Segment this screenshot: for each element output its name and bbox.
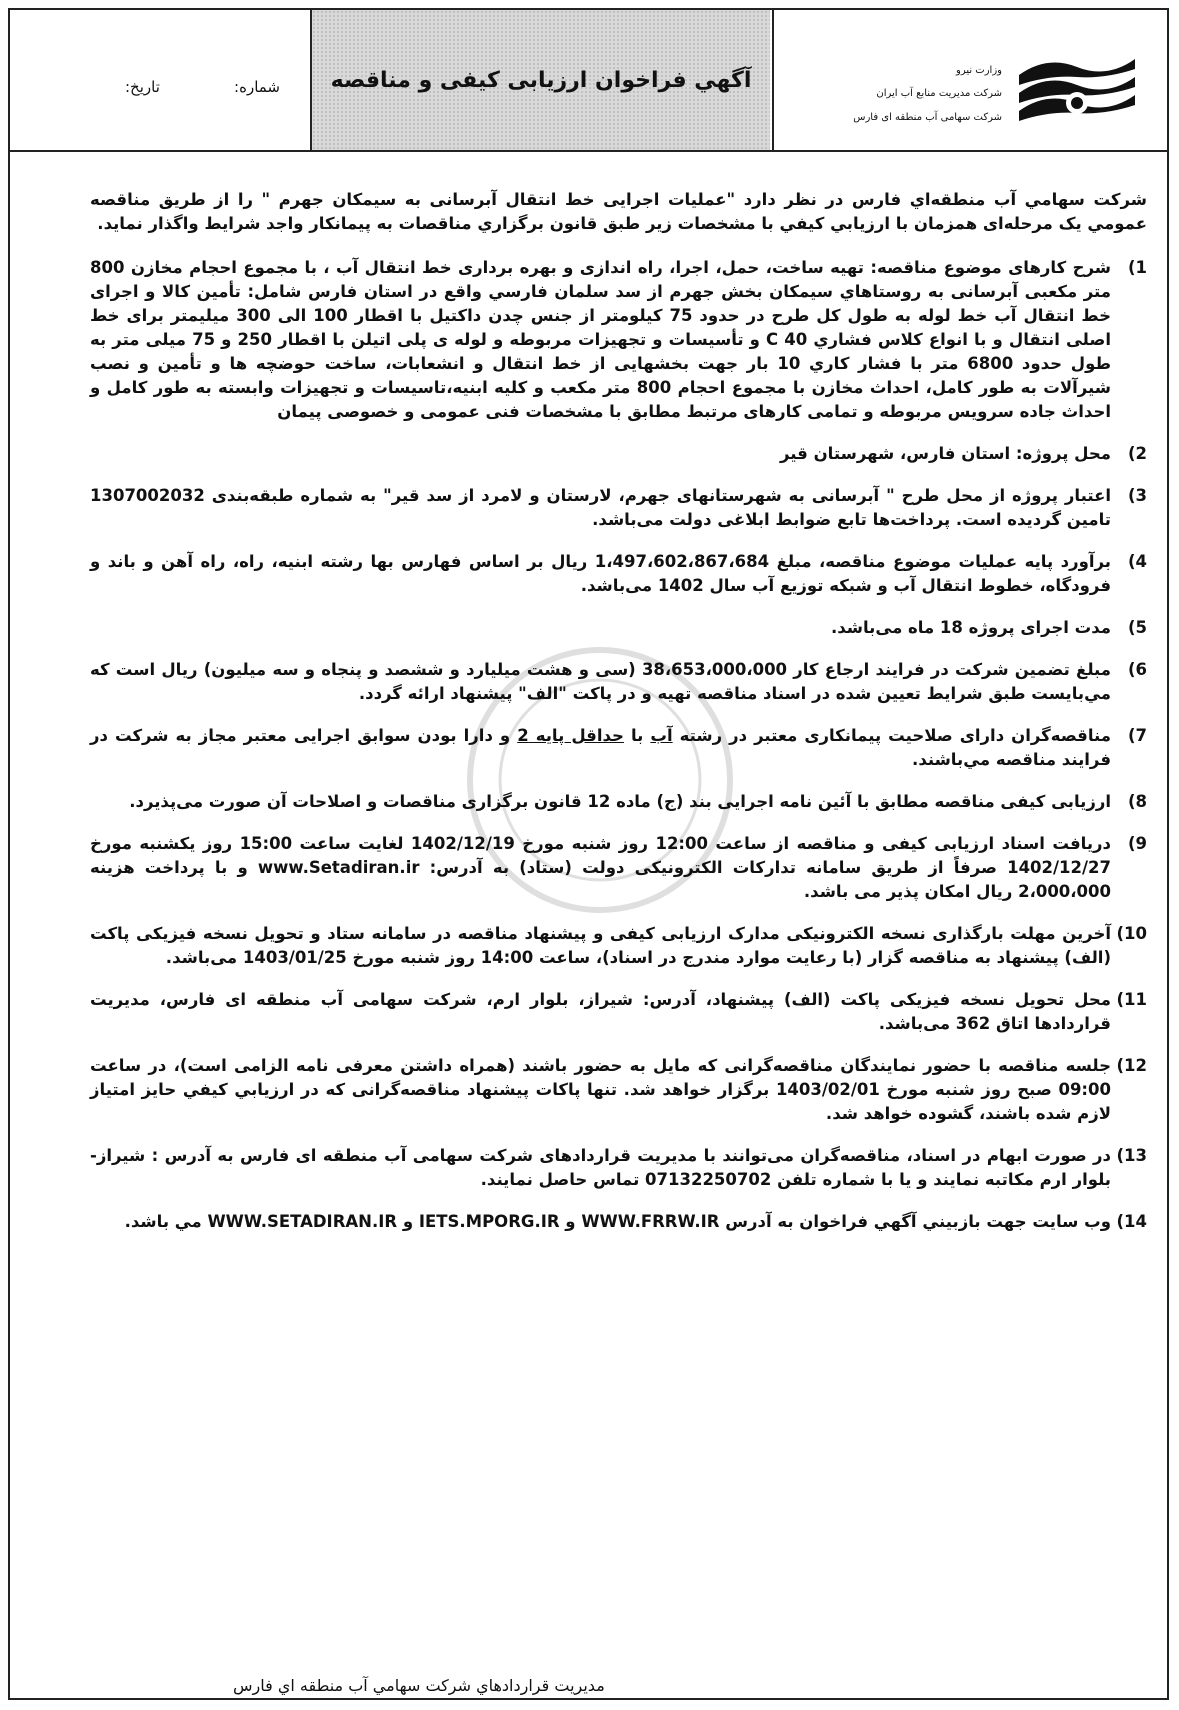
item-text-part: و دارا بودن سوابق اجرایی معتبر مجاز به شركت در فرايند مناقصه مي‌باشند. bbox=[90, 726, 1111, 769]
intro-paragraph: شركت سهامي آب منطقه‌اي فارس در نظر دارد "عمليات اجرایی خط انتقال آبرسانی به سیمکان جهرم " را از طريق مناقصه عمومي يک مرحله‌ای همزمان با ارزيابي كيفي با مشخصات زير طبق قانون برگزاري مناقصات به پيمانكار واجد شرايط واگذار نمايد. bbox=[90, 190, 1147, 233]
ministry-label: وزارت نیرو bbox=[955, 65, 1002, 76]
underlined-field: آب bbox=[650, 726, 673, 745]
underlined-grade: حداقل پایه 2 bbox=[517, 726, 624, 745]
document-frame bbox=[8, 8, 1169, 1700]
item-text: ارزیابی کیفی مناقصه مطابق با آئین نامه اجرایی بند (ج) ماده 12 قانون برگزاری مناقصات و اصلاحات آن صورت می‌پذیرد. bbox=[129, 792, 1111, 811]
item-text: اعتبار پروژه از محل طرح " آبرسانی به شهرستانهای جهرم، لارستان و لامرد از سد قیر" به شماره طبقه‌بندی 1307002032 تامین گردیده است. پرداخت‌ها تابع ضوابط ابلاغی دولت می‌باشد. bbox=[90, 486, 1111, 529]
item-number: 3) bbox=[1127, 486, 1147, 505]
list-item bbox=[90, 550, 1147, 598]
item-text: وب سايت جهت بازبيني آگهي فراخوان به آدرس WWW.FRRW.IR و IETS.MPORG.IR و WWW.SETADIRAN.IR مي باشد. bbox=[124, 1212, 1111, 1231]
item-number: 7) bbox=[1127, 726, 1147, 745]
item-text: در صورت ابهام در اسناد، مناقصه‌گران می‌توانند با مديريت قراردادهای شركت سهامی آب منطقه ای فارس به آدرس : شیراز- بلوار ارم مكاتبه نمايند و يا با شماره تلفن 07132250702 تماس حاصل نمايند. bbox=[90, 1146, 1111, 1189]
list-item bbox=[90, 1210, 1147, 1234]
company-label: شرکت سهامی آب منطقه ای فارس bbox=[853, 112, 1002, 123]
announcement-body bbox=[90, 188, 1147, 1252]
logo-cell bbox=[772, 10, 1167, 150]
item-number: 4) bbox=[1127, 552, 1147, 571]
item-number: 12) bbox=[1116, 1056, 1147, 1075]
item-number: 14) bbox=[1116, 1212, 1147, 1231]
item-number: 2) bbox=[1127, 444, 1147, 463]
item-text-part: مناقصه‌گران دارای صلاحيت پيمانكاری معتبر در رشته bbox=[672, 726, 1111, 745]
number-label: شماره: bbox=[234, 78, 280, 96]
water-company-logo-icon bbox=[1017, 55, 1137, 125]
item-number: 1) bbox=[1127, 258, 1147, 277]
parent-company-label: شرکت مدیریت منابع آب ایران bbox=[876, 88, 1002, 99]
list-item bbox=[90, 832, 1147, 904]
list-item bbox=[90, 484, 1147, 532]
list-item bbox=[90, 442, 1147, 466]
item-text: جلسه مناقصه با حضور نمایندگان مناقصه‌گرانی كه مايل به حضور باشند (همراه داشتن معرفی نامه الزامی است)، در ساعت 09:00 صبح روز شنبه مورخ 1403/02/01 برگزار خواهد شد. تنها پاكات پیشنهاد مناقصه‌گرانی كه در ارزيابي كيفي حايز امتیاز لازم شده باشند، گشوده خواهد شد. bbox=[90, 1056, 1111, 1123]
item-text bbox=[90, 724, 1111, 772]
list-item bbox=[90, 256, 1147, 424]
item-text: دریافت اسناد ارزیابی کیفی و مناقصه از ساعت 12:00 روز شنبه مورخ 1402/12/19 لغایت ساعت 15:00 روز یکشنبه مورخ 1402/12/27 صرفاً از طريق سامانه تداركات الكترونيكی دولت (ستاد) به آدرس: www.Setadiran.ir و با پرداخت هزینه 2،000،000 ریال امکان پذیر می باشد. bbox=[90, 834, 1111, 901]
letterhead bbox=[10, 10, 1167, 152]
item-text: برآورد پایه عملیات موضوع مناقصه، مبلغ 1،497،602،867،684 ريال بر اساس فهارس بها رشته ابنیه، راه، راه آهن و باند و فرودگاه، خطوط انتقال آب و شبکه توزیع آب سال 1402 می‌باشد. bbox=[90, 552, 1112, 595]
list-item bbox=[90, 790, 1147, 814]
signature-line: مديريت قراردادهاي شركت سهامي آب منطقه اي فارس bbox=[233, 1676, 605, 1695]
item-number: 5) bbox=[1127, 618, 1147, 637]
item-number: 11) bbox=[1116, 990, 1147, 1009]
title-cell bbox=[310, 10, 770, 150]
list-item bbox=[90, 658, 1147, 706]
item-text-part: با bbox=[623, 726, 651, 745]
reference-cell bbox=[10, 10, 310, 150]
list-item bbox=[90, 1144, 1147, 1192]
document-title: آگهي فراخوان ارزیابی كيفی و مناقصه bbox=[330, 67, 752, 93]
date-label: تاريخ: bbox=[125, 78, 160, 96]
item-text: محل تحویل نسخه فیزیکی پاکت (الف) پیشنهاد، آدرس: شیراز، بلوار ارم، شرکت سهامی آب منطقه ای فارس، مدیریت قراردادها اتاق 362 می‌باشد. bbox=[90, 990, 1111, 1033]
item-text: شرح کارهای موضوع مناقصه: تهیه ساخت، حمل، اجرا، راه اندازی و بهره برداری خط انتقال آب ، با مجموع احجام مخازن 800 متر مکعبی آبرسانی به روستاهاي سيمكان بخش جهرم از سد سلمان فارسي واقع در استان فارس شامل: تأمین کالا و اجرای خط انتقال آب خط لوله به طول كل طرح در حدود 75 کیلومتر از جنس چدن داکتیل با اقطار 100 الی 300 میلیمتر برای خط اصلی انتقال و با انواع كلاس فشاري 40 C و تأسيسات و تجهيزات مربوطه و لوله ی پلی اتیلن با اقطار 250 و 75 میلی متر به طول حدود 6800 متر با فشار كاري 10 بار جهت بخشهایی از خط انتقال و انشعابات، ساخت حوضچه ها و تأمين و نصب شيرآلات به طور كامل، احداث مخازن با مجموع احجام 800 متر مکعب و کلیه ابنیه،تاسیسات و تجهیزات وابسته به طور کامل و احداث جاده سرویس مربوطه و تمامی کارهای مرتبط مطابق با مشخصات فنی عمومی و خصوصی پیمان bbox=[90, 258, 1112, 421]
item-text: محل پروژه: استان فارس، شهرستان قیر bbox=[780, 444, 1111, 463]
list-item bbox=[90, 616, 1147, 640]
item-text: آخرین مهلت بارگذاری نسخه الکترونیکی مدارک ارزیابی کیفی و پیشنهاد مناقصه در سامانه ستاد و تحویل نسخه فیزیکی پاکت (الف) پیشنهاد به مناقصه گزار (با رعایت موارد مندرج در اسناد)، ساعت 14:00 روز شنبه مورخ 1403/01/25 می‌باشد. bbox=[90, 924, 1111, 967]
item-number: 6) bbox=[1127, 660, 1147, 679]
item-text: مدت اجرای پروژه 18 ماه می‌باشد. bbox=[830, 618, 1111, 637]
list-item bbox=[90, 724, 1147, 772]
item-number: 9) bbox=[1127, 834, 1147, 853]
item-text: مبلغ تضمين شركت در فرايند ارجاع كار 38،653،000،000 (سی و هشت میلیارد و ششصد و پنجاه و سه میلیون) ريال است كه مي‌بايست طبق شرايط تعيين شده در اسناد مناقصه تهيه و در پاكت "الف" پيشنهاد ارائه گردد. bbox=[90, 660, 1112, 703]
list-item bbox=[90, 922, 1147, 970]
item-number: 10) bbox=[1116, 924, 1147, 943]
item-number: 13) bbox=[1116, 1146, 1147, 1165]
item-number: 8) bbox=[1127, 792, 1147, 811]
list-item bbox=[90, 1054, 1147, 1126]
list-item bbox=[90, 988, 1147, 1036]
